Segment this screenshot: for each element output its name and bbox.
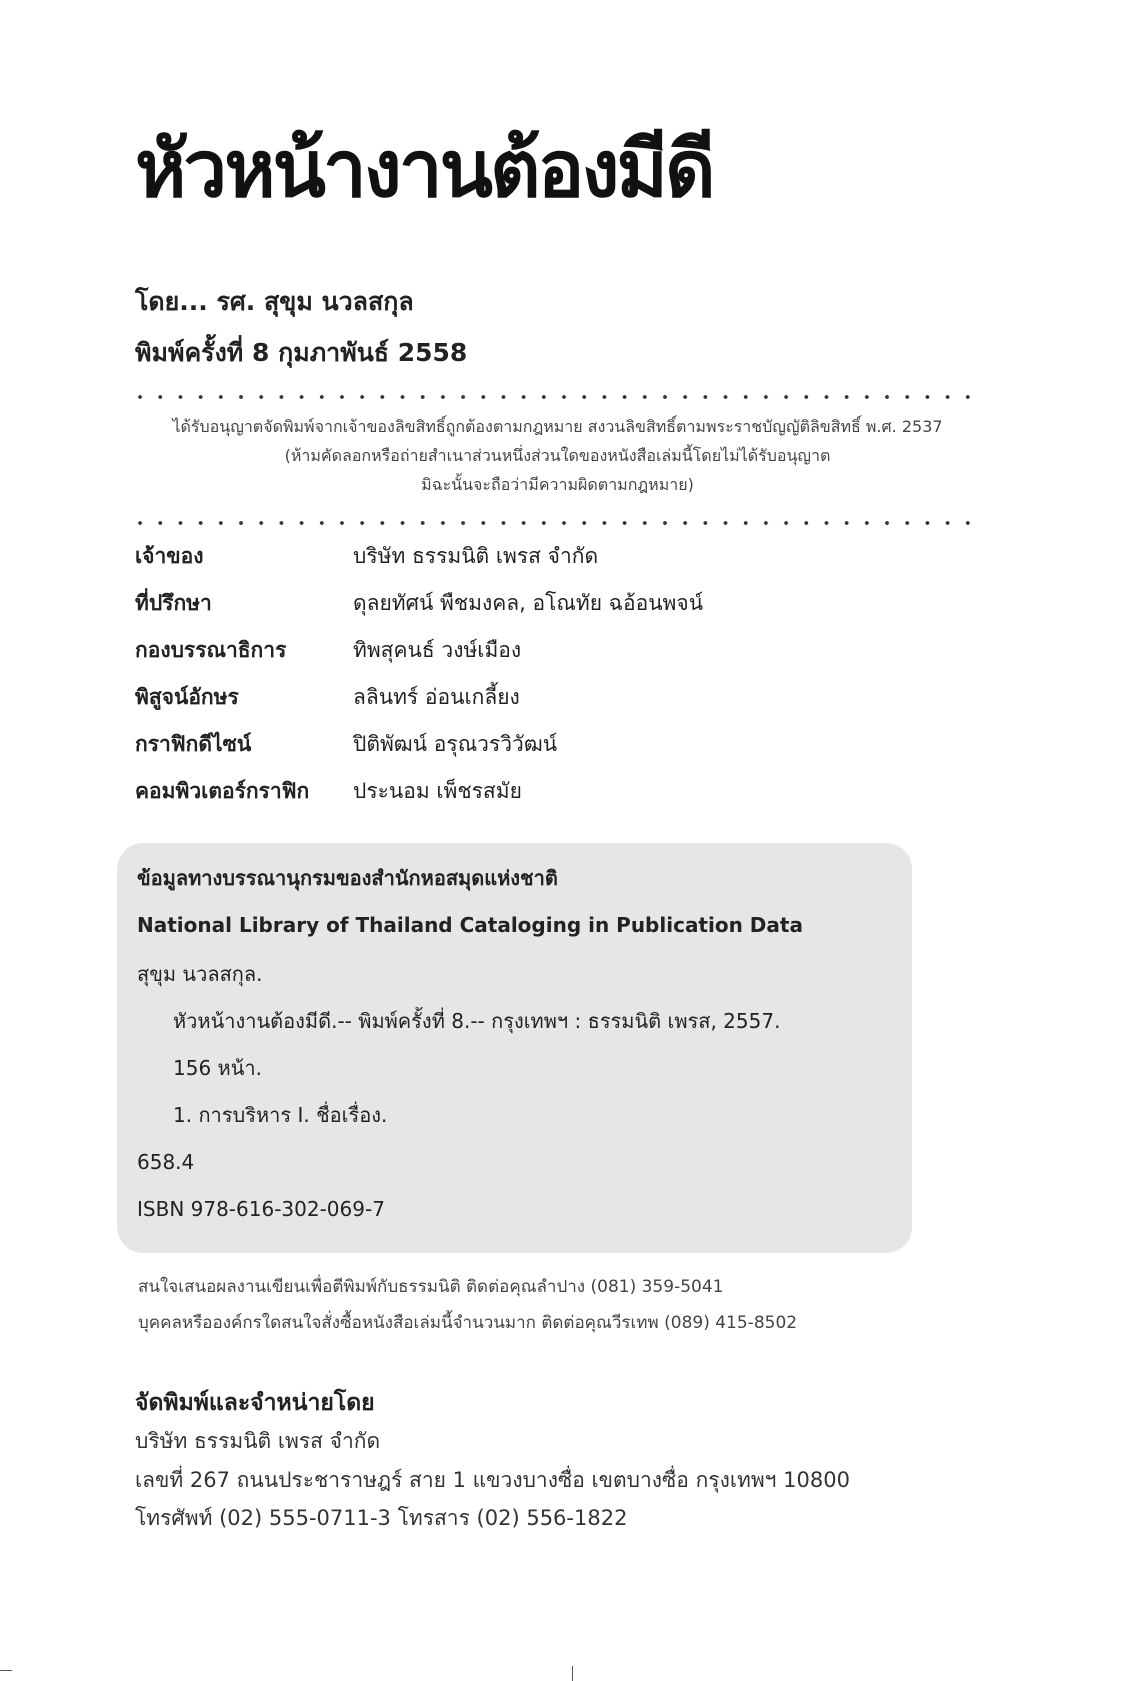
credit-role: กราฟิกดีไซน์ — [135, 732, 252, 756]
credit-name: บริษัท ธรรมนิติ เพรส จำกัด — [353, 544, 599, 568]
credit-name: ปิติพัฒน์ อรุณวรวิวัฒน์ — [353, 732, 558, 756]
publisher-address: เลขที่ 267 ถนนประชาราษฎร์ สาย 1 แขวงบางซื่อ เขตบางซื่อ กรุงเทพฯ 10800 — [135, 1468, 850, 1492]
cip-heading-english: National Library of Thailand Cataloging in Publication Data — [137, 913, 803, 937]
copyright-line: (ห้ามคัดลอกหรือถ่ายสำเนาส่วนหนึ่งส่วนใดของหนังสือเล่มนี้โดยไม่ได้รับอนุญาต — [284, 446, 831, 465]
cataloging-box — [117, 843, 912, 1253]
crop-mark — [572, 1666, 573, 1681]
cip-author: สุขุม นวลสกุล. — [137, 962, 263, 986]
publisher-name: บริษัท ธรรมนิติ เพรส จำกัด — [135, 1429, 381, 1453]
cip-pages: 156 หน้า. — [173, 1056, 262, 1080]
dotted-divider-top — [130, 395, 985, 399]
cip-subjects: 1. การบริหาร I. ชื่อเรื่อง. — [173, 1103, 388, 1127]
book-title: หัวหน้างานต้องมีดี — [135, 125, 713, 215]
credit-role: พิสูจน์อักษร — [135, 685, 239, 709]
publisher-heading: จัดพิมพ์และจำหน่ายโดย — [135, 1390, 375, 1416]
dotted-divider-bottom — [130, 521, 985, 525]
cip-classification: 658.4 — [137, 1150, 195, 1174]
edition-line: พิมพ์ครั้งที่ 8 กุมภาพันธ์ 2558 — [135, 338, 468, 367]
author-byline: โดย... รศ. สุขุม นวลสกุล — [135, 287, 414, 316]
cip-heading-thai: ข้อมูลทางบรรณานุกรมของสำนักหอสมุดแห่งชาติ — [137, 866, 558, 890]
cip-title-line: หัวหน้างานต้องมีดี.-- พิมพ์ครั้งที่ 8.-- กรุงเทพฯ : ธรรมนิติ เพรส, 2557. — [173, 1009, 781, 1033]
copyright-notice — [130, 412, 985, 499]
contact-line: บุคคลหรือองค์กรใดสนใจสั่งซื้อหนังสือเล่มนี้จำนวนมาก ติดต่อคุณวีรเทพ (089) 415-8502 — [138, 1313, 798, 1333]
copyright-line: มิฉะนั้นจะถือว่ามีความผิดตามกฎหมาย) — [421, 475, 694, 494]
credit-role: คอมพิวเตอร์กราฟิก — [135, 779, 310, 803]
crop-mark — [0, 1670, 12, 1671]
contact-line: สนใจเสนอผลงานเขียนเพื่อตีพิมพ์กับธรรมนิติ ติดต่อคุณลำปาง (081) 359-5041 — [138, 1277, 724, 1297]
credit-role: ที่ปรึกษา — [135, 591, 212, 615]
credit-role: เจ้าของ — [135, 544, 204, 568]
credit-name: ดุลยทัศน์ พืชมงคล, อโณทัย ฉอ้อนพจน์ — [353, 591, 704, 615]
credit-role: กองบรรณาธิการ — [135, 638, 287, 662]
copyright-line: ได้รับอนุญาตจัดพิมพ์จากเจ้าของลิขสิทธิ์ถูกต้องตามกฎหมาย สงวนลิขสิทธิ์ตามพระราชบัญญัติลิขสิทธิ์ พ.ศ. 2537 — [172, 417, 943, 436]
credit-name: ลลินทร์ อ่อนเกลี้ยง — [353, 685, 520, 709]
cip-isbn: ISBN 978-616-302-069-7 — [137, 1197, 385, 1221]
publisher-phone: โทรศัพท์ (02) 555-0711-3 โทรสาร (02) 556-1822 — [135, 1506, 628, 1530]
credit-name: ประนอม เพ็ชรสมัย — [353, 779, 522, 803]
credit-name: ทิพสุคนธ์ วงษ์เมือง — [353, 638, 522, 662]
